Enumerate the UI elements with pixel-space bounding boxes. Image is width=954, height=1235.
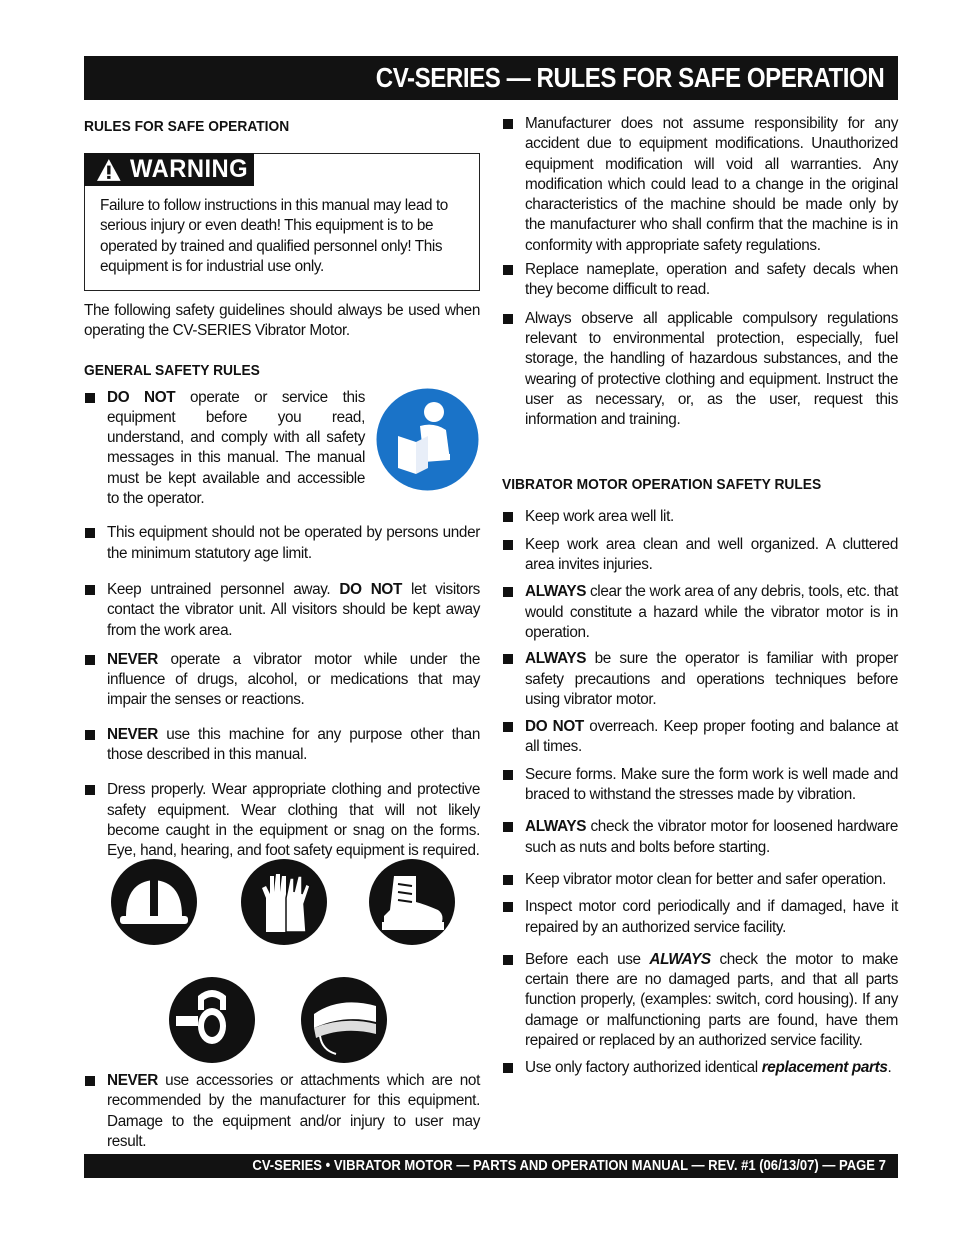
list-item: Keep untrained personnel away. DO NOT let visitors contact the vibrator unit. All visitors should be kept away from the work area. — [84, 580, 480, 641]
list-item: ALWAYS check the vibrator motor for loosened hardware such as nuts and bolts before starting. — [502, 817, 898, 858]
list-item: NEVER operate a vibrator motor while under the influence of drugs, alcohol, or medications that may impair the senses or reactions. — [84, 650, 480, 711]
warning-triangle-icon — [96, 158, 122, 182]
list-item: Keep work area well lit. — [502, 507, 898, 527]
page-title: CV-SERIES — RULES FOR SAFE OPERATION — [375, 62, 884, 93]
page-header — [84, 56, 898, 100]
list-item: DO NOT overreach. Keep proper footing and balance at all times. — [502, 717, 898, 758]
right-column — [502, 114, 898, 1079]
warning-box — [84, 153, 480, 291]
read-manual-icon — [376, 388, 479, 491]
list-item: Use only factory authorized identical replacement parts. — [502, 1058, 898, 1078]
intro-paragraph: The following safety guidelines should always be used when operating the CV-SERIES Vibrator Motor. — [84, 302, 480, 340]
ear-protection-icon — [168, 976, 256, 1064]
warning-label: WARNING — [129, 155, 248, 183]
list-item: Inspect motor cord periodically and if damaged, have it repaired by an authorized service facility. — [502, 897, 898, 938]
list-item: Dress properly. Wear appropriate clothing and protective safety equipment. Wear clothing that will not likely become caught in the equipment or snag on the forms. Eye, hand, hearing, and foot safety equipment is required. — [84, 780, 480, 861]
footer-text: CV-SERIES • VIBRATOR MOTOR — PARTS AND OPERATION MANUAL — REV. #1 (06/13/07) — PAGE 7 — [252, 1158, 886, 1174]
list-item: Replace nameplate, operation and safety decals when they become difficult to read. — [502, 260, 898, 301]
list-item: Keep work area clean and well organized. A cluttered area invites injuries. — [502, 535, 898, 576]
list-item: ALWAYS be sure the operator is familiar with proper safety precautions and operations techniques before using vibrator motor. — [502, 649, 898, 710]
warning-badge — [84, 153, 254, 186]
list-item: Manufacturer does not assume responsibility for any accident due to equipment modifications. Unauthorized equipment modification will void all warranties. Any modification which could lead to a change in the original characteristics of the machine should be made only by the manufacturer who shall confirm that the machine is in conformity with appropriate safety regulations. — [502, 114, 898, 256]
list-item: This equipment should not be operated by persons under the minimum statutory age limit. — [84, 523, 480, 564]
list-item: NEVER use this machine for any purpose other than those described in this manual. — [84, 725, 480, 766]
face-shield-icon — [300, 976, 388, 1064]
page-footer — [84, 1154, 898, 1178]
list-item: Before each use ALWAYS check the motor to make certain there are no damaged parts, and that all parts function properly, (examples: switch, cord housing). If any damage or malfunctioning parts are found, have them repaired or replaced by an authorized service facility. — [502, 950, 898, 1051]
list-item: Secure forms. Make sure the form work is well made and braced to withstand the stresses made by vibration. — [502, 765, 898, 806]
section-title-general: GENERAL SAFETY RULES — [84, 361, 260, 379]
section-title-vibrator: VIBRATOR MOTOR OPERATION SAFETY RULES — [502, 476, 822, 494]
list-item: Always observe all applicable compulsory regulations relevant to environmental protection, especially, fuel storage, the handling of hazardous substances, and the wearing of protective clothing and equipment. Instruct the user as necessary, or, as the user, request this information and training. — [502, 309, 898, 431]
list-item: NEVER use accessories or attachments which are not recommended by the manufacturer for this equipment. Damage to the equipment and/or injury to user may result. — [84, 1071, 480, 1152]
safety-boot-icon — [368, 858, 456, 946]
section-title-rules: RULES FOR SAFE OPERATION — [84, 118, 290, 135]
list-item: Keep vibrator motor clean for better and safer operation. — [502, 870, 898, 890]
gloves-icon — [240, 858, 328, 946]
list-item: DO NOT operate or service this equipment before you read, understand, and comply with all safety messages in this manual. The manual must be kept available and accessible to the operator. — [84, 388, 365, 510]
hard-hat-icon — [110, 858, 198, 946]
warning-text: Failure to follow instructions in this manual may lead to serious injury or even death! This equipment is to be operated by trained and qualified personnel only! This equipment is for industrial use only. — [100, 197, 448, 275]
list-item: ALWAYS clear the work area of any debris, tools, etc. that would constitute a hazard while the vibrator motor is in operation. — [502, 582, 898, 643]
